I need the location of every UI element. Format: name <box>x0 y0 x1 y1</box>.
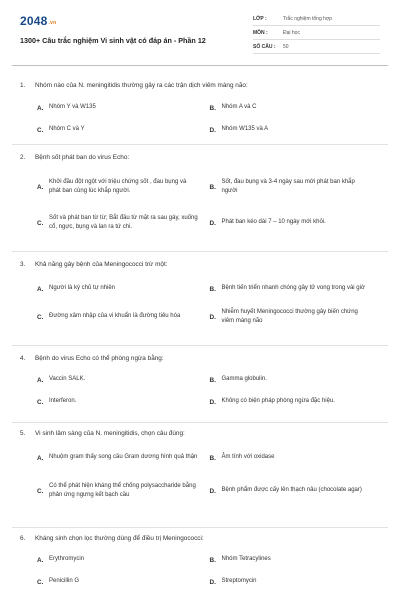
option-text: Interferon. <box>49 398 77 405</box>
page-header <box>0 0 400 66</box>
meta-value: Trắc nghiệm tổng hợp <box>283 15 332 22</box>
option-a[interactable] <box>37 103 210 113</box>
option-d[interactable] <box>210 218 383 228</box>
option-text: Người là ký chủ tự nhiên <box>49 285 115 292</box>
option-text: Có thể phát hiện kháng thể chống polysaccharide bằng phản ứng ngưng kết bạch cầu <box>49 482 196 498</box>
meta-value: Đại học <box>283 29 300 36</box>
option-text: Nhiễm huyết Meningococci thường gây biến chứng viêm màng não <box>221 308 358 324</box>
document-meta <box>253 12 380 54</box>
site-logo[interactable] <box>20 14 56 28</box>
option-text: Bệnh phẩm được cấy lên thạch nâu (chocolate agar) <box>221 487 362 494</box>
question-prompt: Nhóm nào của N. meningitidis thường gây ra các trận dịch viêm màng não: <box>35 82 248 89</box>
question-prompt: Bệnh do virus Echo có thể phòng ngừa bằng: <box>35 355 164 362</box>
option-letter: B. <box>209 183 216 191</box>
option-letter: B. <box>209 285 216 293</box>
option-b[interactable] <box>210 375 383 385</box>
option-d[interactable] <box>210 397 383 407</box>
option-d[interactable] <box>210 308 383 327</box>
option-a[interactable] <box>37 375 210 385</box>
question-number: 2. <box>20 154 26 161</box>
option-c[interactable] <box>37 577 210 587</box>
option-c[interactable] <box>37 312 210 322</box>
option-letter: A. <box>37 285 44 293</box>
option-letter: A. <box>37 183 44 191</box>
question-number: 1. <box>20 82 26 89</box>
question-prompt: Bệnh sốt phát ban do virus Echo: <box>35 154 130 161</box>
option-text: Nhóm C và Y <box>49 126 85 133</box>
option-letter: C. <box>37 398 44 406</box>
question-text <box>20 354 382 363</box>
meta-row-subject <box>253 26 380 40</box>
question-5 <box>20 429 382 510</box>
option-d[interactable] <box>210 486 383 496</box>
question-prompt: Vi sinh lâm sàng của N. meningitidis, chọn câu đúng: <box>35 430 185 437</box>
options <box>37 168 382 240</box>
option-text: Phát ban kéo dài 7 – 10 ngày mới khỏi. <box>221 219 326 226</box>
option-text: Erythromycin <box>49 556 85 563</box>
question-number: 3. <box>20 261 26 268</box>
option-text: Nhóm W135 và A <box>221 126 269 133</box>
option-letter: B. <box>209 104 216 112</box>
option-text: Sốt và phát ban từ từ; Bắt đầu từ mặt ra sau gáy, xuống cổ, ngực, bụng và lan ra tứ chi. <box>49 214 198 230</box>
option-letter: B. <box>209 556 216 564</box>
question-text <box>20 260 382 269</box>
meta-value: 50 <box>283 43 289 50</box>
meta-row-count <box>253 40 380 54</box>
option-text: Âm tính với oxidase <box>221 454 275 461</box>
option-d[interactable] <box>210 125 383 135</box>
options <box>37 444 382 510</box>
option-b[interactable] <box>210 555 383 565</box>
option-letter: D. <box>209 126 216 134</box>
question-4 <box>20 354 382 413</box>
question-3 <box>20 260 382 331</box>
question-text <box>20 153 382 162</box>
meta-row-class <box>253 12 380 26</box>
question-divider <box>12 527 388 528</box>
option-a[interactable] <box>37 284 210 294</box>
question-prompt: Kháng sinh chọn lọc thường dùng để điều trị Meningococci: <box>35 535 204 542</box>
options <box>37 275 382 331</box>
option-text: Nhóm Y và W135 <box>49 104 96 111</box>
question-6 <box>20 534 382 593</box>
option-b[interactable] <box>210 178 383 197</box>
question-number: 6. <box>20 535 26 542</box>
document-title: 1300+ Câu trắc nghiệm Vi sinh vật có đáp án - Phần 12 <box>20 36 206 45</box>
question-number: 4. <box>20 355 26 362</box>
option-text: Bệnh tiến triển nhanh chóng gây tử vong trong vài giờ <box>221 285 365 292</box>
option-letter: B. <box>209 454 216 462</box>
option-text: Khởi đầu đột ngột với triệu chứng sốt , đau bụng và phát ban cùng lúc khắp người. <box>49 178 187 194</box>
option-letter: D. <box>209 487 216 495</box>
question-divider <box>12 251 388 252</box>
question-text <box>20 534 382 543</box>
question-divider <box>12 144 388 145</box>
question-prompt: Khả năng gây bệnh của Meningococci trừ một: <box>35 261 168 268</box>
option-letter: D. <box>209 398 216 406</box>
option-a[interactable] <box>37 178 210 197</box>
option-c[interactable] <box>37 125 210 135</box>
logo-suffix: .vn <box>48 20 57 26</box>
option-letter: D. <box>209 219 216 227</box>
option-a[interactable] <box>37 453 210 463</box>
option-text: Penicillin G <box>49 578 80 585</box>
header-divider <box>12 65 388 66</box>
option-d[interactable] <box>210 577 383 587</box>
question-text <box>20 429 382 438</box>
question-divider <box>12 422 388 423</box>
meta-label: SỐ CÂU : <box>253 43 276 50</box>
option-letter: A. <box>37 104 44 112</box>
options <box>37 96 382 140</box>
option-text: Vaccin SALK. <box>49 376 86 383</box>
options <box>37 549 382 593</box>
meta-label: MÔN : <box>253 29 268 36</box>
option-text: Sốt, đau bụng và 3-4 ngày sau mới phát ban khắp người <box>221 178 355 194</box>
question-divider <box>12 345 388 346</box>
option-letter: C. <box>37 487 44 495</box>
question-2 <box>20 153 382 240</box>
question-1 <box>20 81 382 140</box>
option-letter: A. <box>37 556 44 564</box>
option-text: Nhóm Tetracylines <box>221 556 271 563</box>
option-b[interactable] <box>210 453 383 463</box>
option-letter: A. <box>37 376 44 384</box>
options <box>37 369 382 413</box>
question-number: 5. <box>20 430 26 437</box>
meta-label: LỚP : <box>253 15 267 22</box>
option-c[interactable] <box>37 397 210 407</box>
option-text: Không có biện pháp phòng ngừa đặc hiệu. <box>221 398 335 405</box>
option-letter: C. <box>37 578 44 586</box>
option-c[interactable] <box>37 482 210 501</box>
option-a[interactable] <box>37 555 210 565</box>
option-letter: D. <box>209 313 216 321</box>
option-text: Nhuộm gram thấy song cầu Gram dương hình quả thận <box>49 454 198 461</box>
option-letter: B. <box>209 376 216 384</box>
option-letter: C. <box>37 126 44 134</box>
option-text: Streptomycin <box>221 578 257 585</box>
option-letter: A. <box>37 454 44 462</box>
option-text: Đường xâm nhập của vi khuẩn là đường tiêu hóa <box>49 313 181 320</box>
option-text: Nhóm A và C <box>221 104 257 111</box>
option-b[interactable] <box>210 103 383 113</box>
option-c[interactable] <box>37 214 210 233</box>
option-letter: C. <box>37 313 44 321</box>
option-text: Gamma globulin. <box>221 376 267 383</box>
option-b[interactable] <box>210 284 383 294</box>
question-text <box>20 81 382 90</box>
logo-text: 2048 <box>20 14 48 28</box>
option-letter: C. <box>37 219 44 227</box>
option-letter: D. <box>209 578 216 586</box>
